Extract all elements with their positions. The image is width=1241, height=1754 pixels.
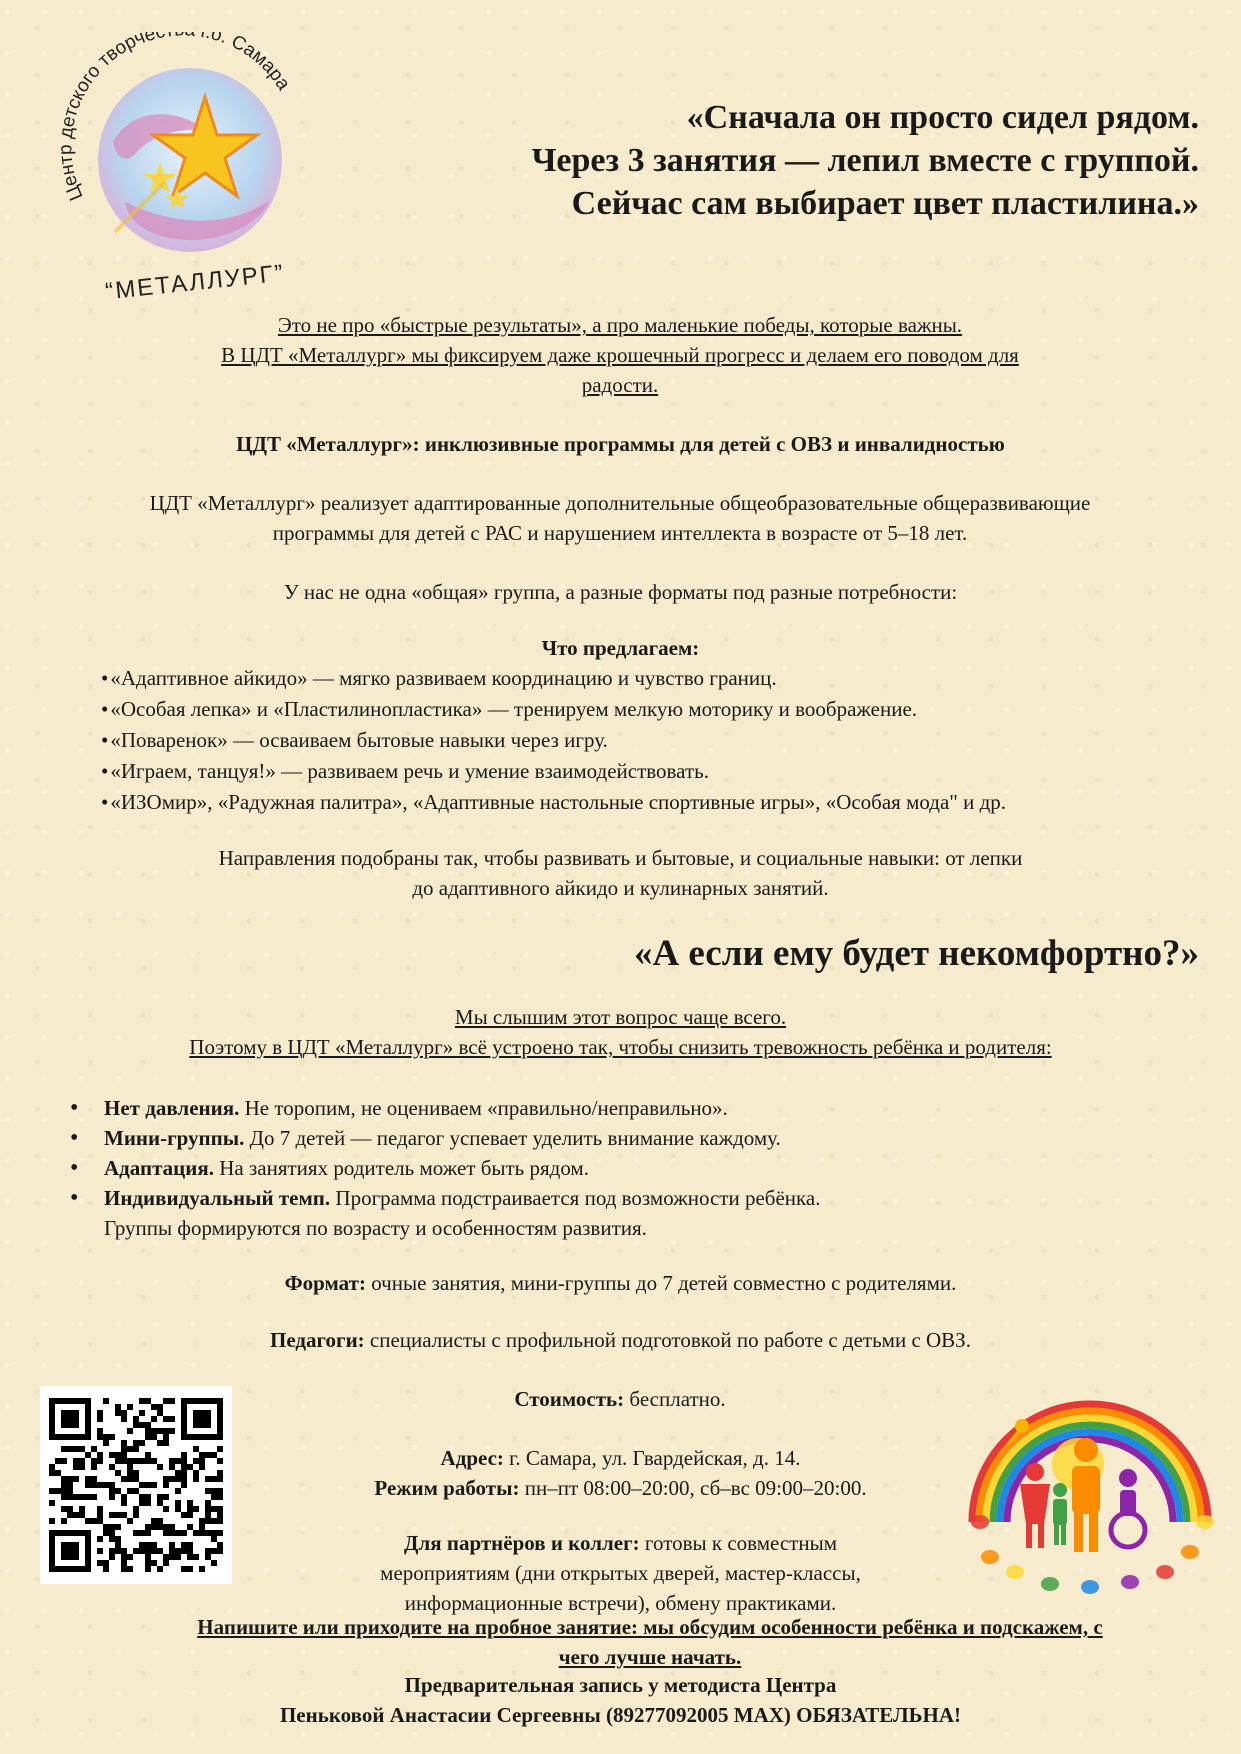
feature-item <box>70 1123 820 1153</box>
top-quote-line: Через 3 занятия — лепил вместе с группой. <box>531 142 1199 179</box>
format-info <box>0 1268 1241 1298</box>
address-text: г. Самара, ул. Гвардейская, д. 14. <box>503 1446 801 1470</box>
top-quote <box>399 96 1199 225</box>
offer-item: • «Особая лепка» и «Пластилинопластика» — тренируем мелкую моторику и воображение. <box>101 694 1006 725</box>
feature-label: Индивидуальный темп. <box>104 1186 331 1210</box>
hear-text <box>0 1002 1241 1062</box>
intro-line: радости. <box>581 373 659 397</box>
format-label: Формат: <box>284 1271 366 1295</box>
handprint <box>1006 1565 1024 1579</box>
handprint <box>971 1515 989 1529</box>
offer-item: • «Адаптивное айкидо» — мягко развиваем координацию и чувство границ. <box>101 663 1006 694</box>
offer-item: • «Поваренок» — осваиваем бытовые навыки через игру. <box>101 725 1006 756</box>
teachers-label: Педагоги: <box>270 1328 365 1352</box>
partners-line: информационные встречи), обмену практиками. <box>404 1591 837 1615</box>
handprint <box>1156 1565 1174 1579</box>
partners-text: готовы к совместным <box>639 1531 837 1555</box>
teachers-info <box>0 1325 1241 1355</box>
cost-info <box>260 1384 980 1414</box>
description-line: ЦДТ «Металлург» реализует адаптированные дополнительные общеобразовательные общеразвивающие <box>149 491 1091 515</box>
partners-line: мероприятиям (дни открытых дверей, мастер-классы, <box>380 1561 861 1585</box>
logo <box>55 32 325 302</box>
handprint <box>1181 1545 1199 1559</box>
feature-text: На занятиях родитель может быть рядом. <box>214 1156 589 1180</box>
signup-line: Пеньковой Анастасии Сергеевны (89277092005 MAX) ОБЯЗАТЕЛЬНА! <box>279 1703 962 1727</box>
handprint <box>1121 1575 1139 1589</box>
logo-arc-text: Центр детского творчес .о. Самара <box>55 32 294 204</box>
handprint <box>1081 1580 1099 1594</box>
rainbow-family-icon <box>960 1372 1220 1602</box>
formats-line: У нас не одна «общая» группа, а разные форматы под разные потребности: <box>283 580 958 604</box>
feature-text: Не торопим, не оцениваем «правильно/неправильно». <box>239 1096 728 1120</box>
format-text: очные занятия, мини-группы до 7 детей совместно с родителями. <box>365 1271 957 1295</box>
handprint <box>981 1550 999 1564</box>
offer-heading: Что предлагаем: <box>541 636 700 660</box>
intro-text <box>60 310 1180 400</box>
feature-label: Мини-группы. <box>104 1126 245 1150</box>
middle-quote: «А если ему будет некомфортно?» <box>633 933 1199 974</box>
directions-text <box>0 843 1241 903</box>
offer-list <box>101 663 1006 818</box>
signup-line: Предварительная запись у методиста Центра <box>404 1673 837 1697</box>
feature-continuation: Группы формируются по возрасту и особенностям развития. <box>104 1216 647 1240</box>
feature-label: Адаптация. <box>104 1156 214 1180</box>
logo-bottom-text: “МЕТАЛЛУРГ” <box>104 259 287 302</box>
hours-label: Режим работы: <box>374 1476 520 1500</box>
signup-info <box>0 1670 1241 1730</box>
feature-text: Программа подстраивается под возможности ребёнка. <box>330 1186 821 1210</box>
hear-line: Мы слышим этот вопрос чаще всего. <box>454 1005 787 1029</box>
intro-line: В ЦДТ «Металлург» мы фиксируем даже крошечный прогресс и делаем его поводом для <box>221 343 1019 367</box>
feature-text: До 7 детей — педагог успевает уделить внимание каждому. <box>244 1126 781 1150</box>
offer-item: • «Играем, танцуя!» — развиваем речь и умение взаимодействовать. <box>101 756 1006 787</box>
feature-label: Нет давления. <box>104 1096 240 1120</box>
address-label: Адрес: <box>440 1446 504 1470</box>
teachers-text: специалисты с профильной подготовкой по работе с детьми с ОВЗ. <box>364 1328 971 1352</box>
top-quote-line: Сейчас сам выбирает цвет пластилина.» <box>571 185 1199 222</box>
feature-item <box>70 1183 820 1213</box>
partners-label: Для партнёров и коллег: <box>404 1531 640 1555</box>
description <box>40 488 1200 548</box>
directions-line: Направления подобраны так, чтобы развивать и бытовые, и социальные навыки: от лепки <box>218 846 1023 870</box>
feature-item <box>70 1093 820 1123</box>
handprint <box>1196 1515 1214 1529</box>
features-list <box>70 1093 820 1243</box>
cost-text: бесплатно. <box>624 1387 726 1411</box>
qr-code[interactable] <box>40 1386 232 1584</box>
top-quote-line: «Сначала он просто сидел рядом. <box>686 99 1199 136</box>
handprint <box>1041 1577 1059 1591</box>
call-to-action <box>100 1612 1200 1672</box>
cta-line: чего лучше начать. <box>558 1645 742 1669</box>
hours-text: пн–пт 08:00–20:00, сб–вс 09:00–20:00. <box>519 1476 867 1500</box>
offer-item: • «ИЗОмир», «Радужная палитра», «Адаптивные настольные спортивные игры», «Особая мода" и др. <box>101 787 1006 818</box>
hear-line: Поэтому в ЦДТ «Металлург» всё устроено так, чтобы снизить тревожность ребёнка и родителя: <box>189 1035 1052 1059</box>
directions-line: до адаптивного айкидо и кулинарных занятий. <box>412 876 829 900</box>
description-line: программы для детей с РАС и нарушением интеллекта в возрасте от 5–18 лет. <box>272 521 968 545</box>
cost-label: Стоимость: <box>514 1387 625 1411</box>
programs-heading: ЦДТ «Металлург»: инклюзивные программы для детей с ОВЗ и инвалидностью <box>236 432 1005 456</box>
intro-line: Это не про «быстрые результаты», а про маленькие победы, которые важны. <box>277 313 963 337</box>
cta-line: Напишите или приходите на пробное занятие: мы обсудим особенности ребёнка и подскажем, с <box>197 1615 1103 1639</box>
feature-item <box>70 1153 820 1183</box>
